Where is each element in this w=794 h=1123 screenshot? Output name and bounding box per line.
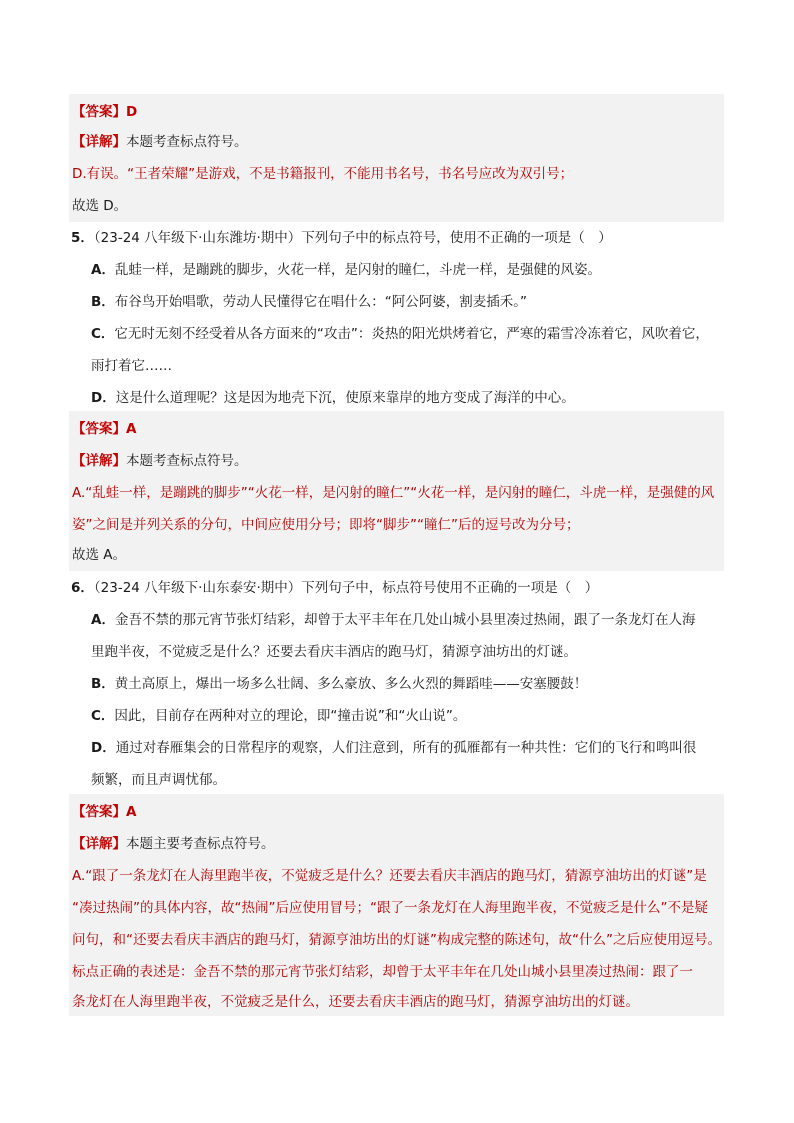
option-c: C．它无时无刻不经受着从各方面来的“攻击”：炎热的阳光烘烤着它，严寒的霜雪冷冻着它，风吹着它， [91, 326, 709, 342]
option-c-cont: 雨打着它…… [91, 358, 172, 374]
option-b: B．黄土高原上，爆出一场多么壮阔、多么豪放、多么火烈的舞蹈哇——安塞腰鼓！ [91, 676, 588, 692]
answer-value: A [126, 421, 137, 437]
answer-block-6 [69, 794, 724, 1016]
explain-detail-3: 问句，和“还要去看庆丰酒店的跑马灯，猜源亨油坊出的灯谜”构成完整的陈述句，故“什么”之后应使用逗号。 [72, 932, 721, 948]
explain-text: 本题考查标点符号。 [126, 134, 248, 150]
explain-tag: 【详解】 [72, 836, 126, 852]
option-b: B．布谷鸟开始唱歌，劳动人民懂得它在唱什么：“阿公阿婆，割麦插禾。” [91, 294, 528, 310]
explain-detail-2: 姿”之间是并列关系的分句，中间应使用分号；即将“脚步”“瞳仁”后的逗号改为分号； [72, 517, 580, 533]
answer-tag: 【答案】 [72, 804, 126, 820]
explain-detail-2: “凑过热闹”的具体内容，故“热闹”后应使用冒号；“跟了一条龙灯在人海里跑半夜，不觉疲乏是什么”不是疑 [72, 900, 708, 916]
question-text: 下列句子中的标点符号，使用不正确的一项是（ ） [301, 230, 612, 246]
explain-detail-4: 标点正确的表述是：金吾不禁的那元宵节张灯结彩，却曾于太平丰年在几处山城小县里凑过热闹：跟了一 [72, 964, 693, 980]
answer-block-5 [69, 411, 724, 571]
option-a: A．乱蛙一样，是蹦跳的脚步，火花一样，是闪射的瞳仁，斗虎一样，是强健的风姿。 [91, 262, 601, 278]
answer-tag: 【答案】 [72, 421, 126, 437]
explain-text: 本题考查标点符号。 [126, 453, 248, 469]
option-d-cont: 频繁，而且声调忧郁。 [91, 772, 226, 788]
conclusion: 故选 D。 [72, 198, 128, 214]
question-text: 下列句子中，标点符号使用不正确的一项是（ ） [301, 580, 599, 596]
option-a-cont: 里跑半夜，不觉疲乏是什么？还要去看庆丰酒店的跑马灯，猜源亨油坊出的灯谜。 [91, 644, 577, 660]
answer-block-4 [69, 94, 724, 222]
explain-line [72, 834, 275, 854]
answer-value: A [126, 804, 137, 820]
explain-line [72, 451, 248, 471]
conclusion: 故选 A。 [72, 547, 127, 563]
explain-tag: 【详解】 [72, 453, 126, 469]
option-d: D．通过对春雁集会的日常程序的观察，人们注意到，所有的孤雁都有一种共性：它们的飞行和鸣叫很 [91, 740, 697, 756]
option-d: D．这是什么道理呢？这是因为地壳下沉，使原来靠岸的地方变成了海洋的中心。 [91, 390, 575, 406]
answer-value: D [126, 104, 138, 120]
answer-line [72, 102, 137, 122]
explain-detail-1: A.“乱蛙一样，是蹦跳的脚步”“火花一样，是闪射的瞳仁”“火花一样，是闪射的瞳仁，斗虎一样，是强健的风 [72, 485, 715, 501]
question-source: （23-24 八年级下·山东潍坊·期中） [93, 230, 302, 246]
explain-detail-5: 条龙灯在人海里跑半夜，不觉疲乏是什么，还要去看庆丰酒店的跑马灯，猜源亨油坊出的灯谜。 [72, 994, 639, 1010]
option-a: A．金吾不禁的那元宵节张灯结彩，却曾于太平丰年在几处山城小县里凑过热闹，跟了一条龙灯在人海 [91, 612, 696, 628]
explain-detail: D.有误。“王者荣耀”是游戏，不是书籍报刊，不能用书名号，书名号应改为双引号； [72, 166, 574, 182]
option-c: C．因此，目前存在两种对立的理论，即“撞击说”和“火山说”。 [91, 708, 467, 724]
question-number: 6． [71, 580, 94, 596]
explain-text: 本题主要考查标点符号。 [126, 836, 275, 852]
answer-tag: 【答案】 [72, 104, 126, 120]
question-number: 5． [71, 230, 94, 246]
explain-detail-1: A.“跟了一条龙灯在人海里跑半夜，不觉疲乏是什么？还要去看庆丰酒店的跑马灯，猜源亨油坊出的灯谜”是 [72, 868, 707, 884]
question-6-stem [71, 578, 598, 598]
question-source: （23-24 八年级下·山东泰安·期中） [93, 580, 302, 596]
explain-line [72, 132, 248, 152]
answer-line [72, 802, 136, 822]
answer-line [72, 419, 136, 439]
question-5-stem [71, 228, 612, 248]
explain-tag: 【详解】 [72, 134, 126, 150]
